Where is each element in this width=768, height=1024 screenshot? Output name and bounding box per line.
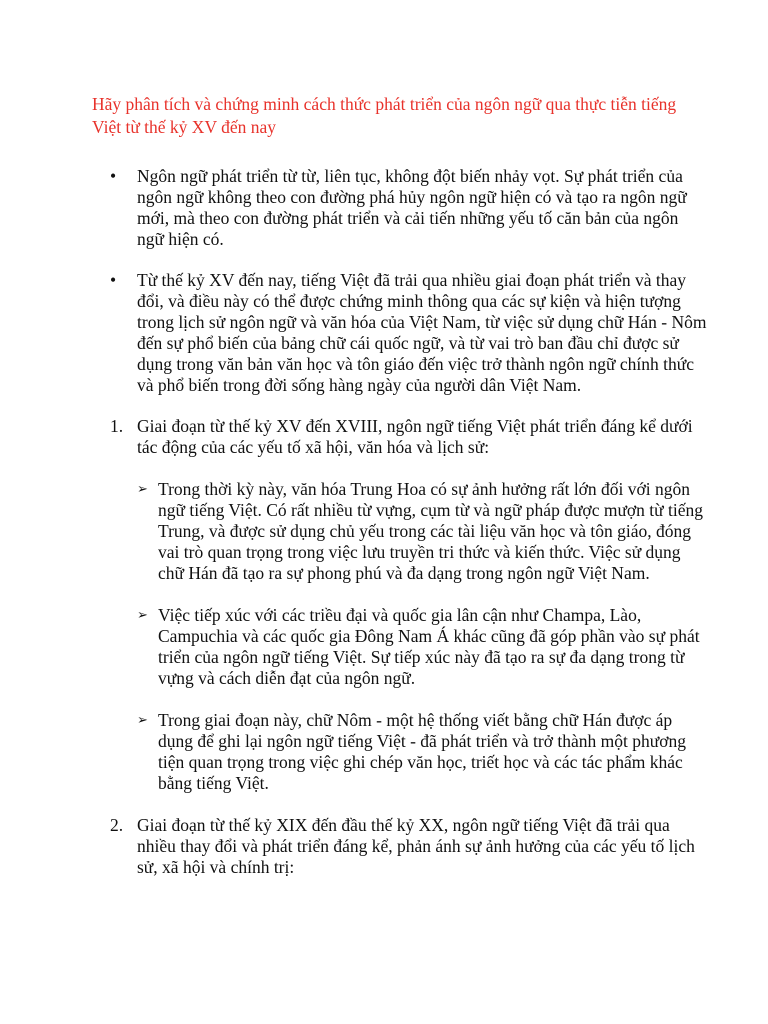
- bullet-item: [92, 270, 708, 396]
- bullet-marker: •: [110, 270, 117, 290]
- section-2-text: Giai đoạn từ thế kỷ XIX đến đầu thế kỷ XX, ngôn ngữ tiếng Việt đã trải qua nhiều thay đổi và phát triển đáng kể, phản ánh sự ảnh hưởng của các yếu tố lịch sử, xã hội và chính trị:: [137, 815, 695, 877]
- section-1-arrow-list: [92, 479, 708, 794]
- arrow-bullet-icon: ➢: [137, 713, 148, 728]
- arrow-item: [92, 605, 708, 689]
- arrow-item-text: Trong giai đoạn này, chữ Nôm - một hệ thống viết bằng chữ Hán được áp dụng để ghi lại ngôn ngữ tiếng Việt - đã phát triển và trở thành một phương tiện quan trọng trong việc ghi chép văn học, triết học và các tác phẩm khác bằng tiếng Việt.: [158, 710, 686, 793]
- bullet-marker: •: [110, 166, 117, 186]
- arrow-item: [92, 479, 708, 584]
- section-2-intro: [92, 815, 708, 878]
- section-2-number: 2.: [110, 815, 124, 835]
- bullet-text: Ngôn ngữ phát triển từ từ, liên tục, không đột biến nhảy vọt. Sự phát triển của ngôn ngữ không theo con đường phá hủy ngôn ngữ hiện có và tạo ra ngôn ngữ mới, mà theo con đường phát triển và cải tiến những yếu tố căn bản của ngôn ngữ hiện có.: [137, 166, 687, 249]
- bullet-list: [92, 166, 708, 396]
- document-heading: Hãy phân tích và chứng minh cách thức phát triển của ngôn ngữ qua thực tiễn tiếng Việt từ thế kỷ XV đến nay: [92, 94, 677, 137]
- arrow-item: [92, 710, 708, 794]
- arrow-item-text: Việc tiếp xúc với các triều đại và quốc gia lân cận như Champa, Lào, Campuchia và các quốc gia Đông Nam Á khác cũng đã góp phần vào sự phát triển của ngôn ngữ tiếng Việt. Sự tiếp xúc này đã tạo ra sự đa dạng trong từ vựng và cách diễn đạt của ngôn ngữ.: [158, 605, 700, 688]
- section-1-intro: [92, 416, 708, 458]
- section-1-number: 1.: [110, 416, 124, 436]
- section-1-text: Giai đoạn từ thế kỷ XV đến XVIII, ngôn ngữ tiếng Việt phát triển đáng kể dưới tác động của các yếu tố xã hội, văn hóa và lịch sử:: [137, 416, 693, 457]
- bullet-text: Từ thế kỷ XV đến nay, tiếng Việt đã trải qua nhiều giai đoạn phát triển và thay đổi, và điều này có thể được chứng minh thông qua các sự kiện và hiện tượng trong lịch sử ngôn ngữ và văn hóa của Việt Nam, từ việc sử dụng chữ Hán - Nôm đến sự phổ biến của bảng chữ cái quốc ngữ, và từ vai trò ban đầu chỉ được sử dụng trong văn bản văn học và tôn giáo đến việc trở thành ngôn ngữ chính thức và phổ biến trong đời sống hàng ngày của người dân Việt Nam.: [137, 270, 707, 395]
- arrow-bullet-icon: ➢: [137, 608, 148, 623]
- bullet-item: [92, 166, 708, 250]
- arrow-item-text: Trong thời kỳ này, văn hóa Trung Hoa có sự ảnh hưởng rất lớn đối với ngôn ngữ tiếng Việt. Có rất nhiều từ vựng, cụm từ và ngữ pháp được mượn từ tiếng Trung, và được sử dụng chủ yếu trong các tài liệu văn học và tôn giáo, đóng vai trò quan trọng trong việc lưu truyền tri thức và kiến thức. Việc sử dụng chữ Hán đã tạo ra sự phong phú và đa dạng trong ngôn ngữ Việt Nam.: [158, 479, 704, 583]
- arrow-bullet-icon: ➢: [137, 482, 148, 497]
